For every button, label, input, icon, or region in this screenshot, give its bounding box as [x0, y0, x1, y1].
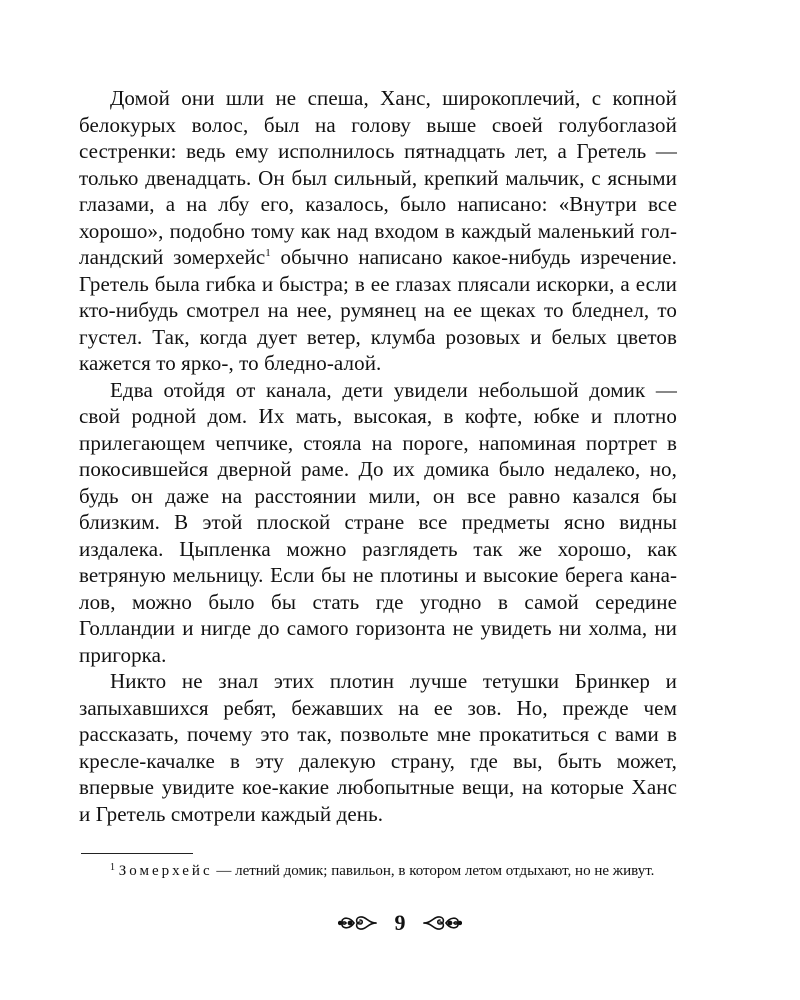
footnote-divider [81, 853, 193, 854]
footnote-definition: — летний домик; павильон, в котором летом отдыхают, но не живут. [212, 863, 655, 879]
paragraph-1-text-b: обычно написано какое-нибудь изречение. Гретель была гибка и быстра; в ее глазах плясали искорки, а если кто-нибудь смотрел на нее, румянец на ее щеках то бледнел, то густел. Так, когда дует ветер, клумба розовых и белых цветов кажется то ярко-, то бледно-алой. [79, 245, 677, 375]
footnote [79, 858, 677, 881]
footnote-number: 1 [110, 862, 115, 873]
paragraph-1-text-a: Домой они шли не спеша, Ханс, широкоплечий, с копной белокурых волос, был на голову выше своей голубоглазой сестренки: ведь ему исполнилось пятнадцать лет, а Гретель — только двенадцать. Он был сильный, крепкий мальчик, с ясными глазами, а на лбу его, казалось, было написано: «Внутри все хорошо», подобно тому как над входом в каждый маленький голландский зомерхейс [79, 86, 677, 269]
paragraph-3: Никто не знал этих плотин лучше тетушки Бринкер и запыхавшихся ребят, бежавших на ее зов. Но, прежде чем рассказать, почему это так, позвольте мне прокатиться с вами в кресле-качалке в эту далекую страну, где вы, быть может, впервые увидите кое-какие любопытные вещи, на которые Ханс и Гретель смотрели каждый день. [79, 669, 677, 826]
footnote-term: Зомерхейс [118, 863, 213, 879]
page-number: 9 [394, 910, 406, 935]
floral-ornament-right-icon [422, 912, 462, 934]
paragraph-2: Едва отойдя от канала, дети увидели небольшой домик — свой родной дом. Их мать, высокая, в кофте, юбке и плотно прилегающем чепчике, стояла на пороге, напоминая портрет в покосившейся дверной раме. До их домика было недалеко, но, будь он даже на расстоянии мили, он все равно казался бы близким. В этой плоской стране все предметы ясно видны издалека. Цыпленка можно разглядеть так же хорошо, как ветряную мельницу. Если бы не плотины и высокие берега каналов, можно было бы стать где угодно в самой середине Голландии и нигде до самого горизонта не увидеть ни холма, ни пригорка. [79, 377, 677, 667]
floral-ornament-left-icon [338, 912, 378, 934]
paragraph-1 [79, 85, 677, 377]
footnote-reference: 1 [265, 247, 271, 259]
body-text [79, 85, 677, 827]
page-footer [0, 908, 800, 938]
